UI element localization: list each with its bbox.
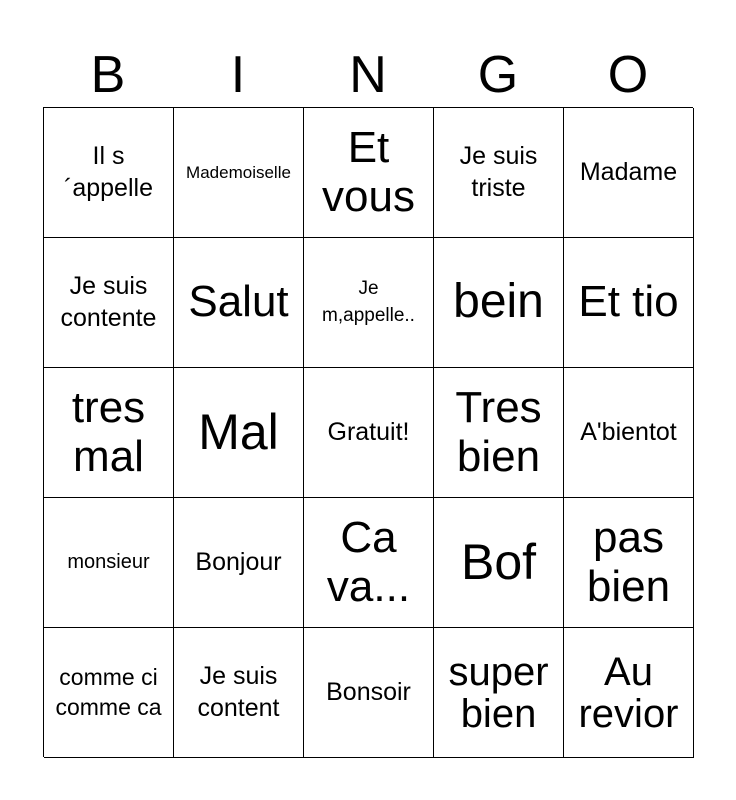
cell-text: Je suis content: [197, 662, 280, 722]
bingo-cell[interactable]: [44, 238, 174, 368]
cell-text: Salut: [188, 277, 289, 327]
bingo-cell[interactable]: [434, 498, 564, 628]
bingo-cell[interactable]: [44, 368, 174, 498]
bingo-cell[interactable]: [44, 108, 174, 238]
cell-text: A'bientot: [580, 417, 677, 446]
cell-text: Je suis triste: [459, 142, 538, 202]
bingo-cell[interactable]: [304, 238, 434, 368]
bingo-cell[interactable]: [174, 238, 304, 368]
bingo-cell[interactable]: [174, 108, 304, 238]
cell-text: Et vous: [322, 123, 415, 221]
bingo-cell[interactable]: [434, 108, 564, 238]
cell-text: monsieur: [67, 551, 150, 573]
bingo-board: [43, 107, 693, 757]
cell-text: Tres bien: [455, 383, 542, 481]
cell-text: Bof: [460, 533, 537, 590]
bingo-cell[interactable]: [304, 628, 434, 758]
header-letter-i: I: [230, 46, 246, 104]
bingo-cell[interactable]: [564, 498, 694, 628]
cell-text: Mademoiselle: [186, 162, 291, 182]
bingo-cell[interactable]: [564, 368, 694, 498]
cell-text: Je m,appelle..: [322, 277, 415, 326]
bingo-cell[interactable]: [434, 238, 564, 368]
header-letter-g: G: [477, 46, 519, 104]
header-letter-o: O: [607, 46, 649, 104]
cell-text: Mal: [198, 403, 279, 460]
cell-text: Je suis contente: [60, 272, 157, 332]
bingo-cell[interactable]: [564, 628, 694, 758]
bingo-cell[interactable]: [564, 108, 694, 238]
bingo-cell[interactable]: [174, 498, 304, 628]
bingo-cell[interactable]: [44, 628, 174, 758]
bingo-header: [43, 42, 693, 108]
cell-text: Madame: [579, 157, 678, 186]
cell-text: tres mal: [71, 383, 146, 481]
cell-text: Ca va...: [326, 513, 411, 611]
bingo-cell[interactable]: [304, 368, 434, 498]
header-letter-n: N: [349, 46, 387, 104]
cell-text: Il s ´appelle: [64, 142, 153, 202]
bingo-cell[interactable]: [434, 628, 564, 758]
bingo-cell[interactable]: [304, 498, 434, 628]
cell-text: bein: [453, 275, 544, 329]
cell-text: Bonjour: [195, 547, 282, 576]
bingo-cell[interactable]: [434, 368, 564, 498]
cell-text: Gratuit!: [327, 417, 410, 446]
header-letter-b: B: [90, 46, 126, 104]
bingo-cell[interactable]: [304, 108, 434, 238]
bingo-cell[interactable]: [44, 498, 174, 628]
cell-text: pas bien: [586, 513, 671, 611]
bingo-cell[interactable]: [564, 238, 694, 368]
bingo-cell[interactable]: [174, 628, 304, 758]
cell-text: Et tio: [578, 277, 679, 327]
cell-text: comme ci comme ca: [55, 663, 162, 720]
bingo-cell[interactable]: [174, 368, 304, 498]
cell-text: Bonsoir: [326, 677, 411, 706]
cell-text: Au revior: [578, 649, 679, 736]
cell-text: super bien: [448, 649, 549, 736]
